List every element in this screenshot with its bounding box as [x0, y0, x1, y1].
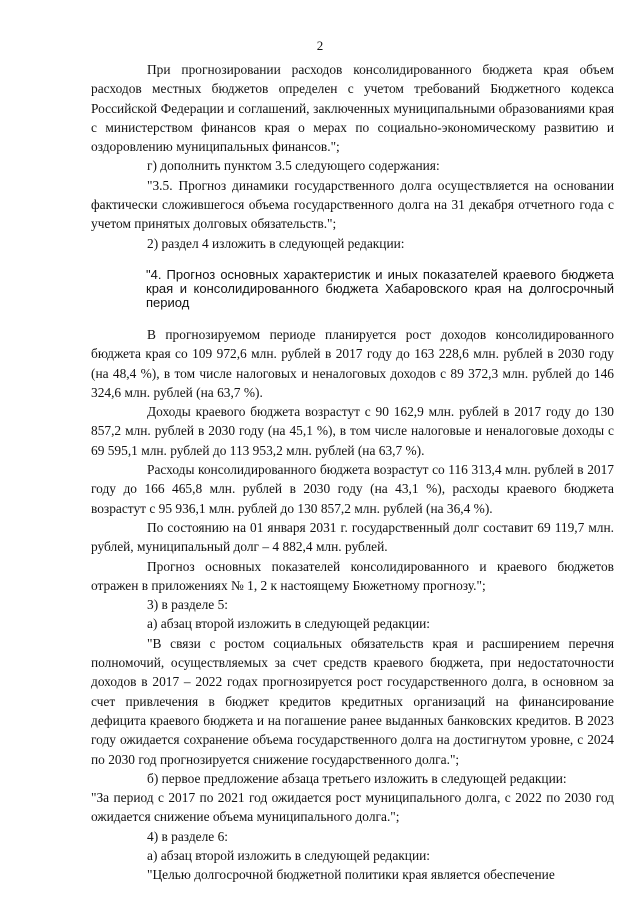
paragraph-budget-forecast-expenses: При прогнозировании расходов консолидированного бюджета края объем расходов местных бюджетов определен с учетом требований Бюджетного кодекса Российской Федерации и соглашений, заключенных муниципальными образованиями края с министерством финансов края о мерах по социально-экономическому развитию и оздоровлению муниципальных финансов."; — [91, 62, 614, 155]
spacer — [91, 310, 614, 325]
paragraph-section-5-b: б) первое предложение абзаца третьего изложить в следующей редакции: — [147, 770, 567, 786]
paragraph-section-5-b-text: "За период с 2017 по 2021 год ожидается рост муниципального долга, с 2022 по 2030 год ожидается снижение объема муниципального долга."; — [91, 790, 614, 825]
paragraph-section-5-a: а) абзац второй изложить в следующей редакции: — [147, 616, 431, 632]
paragraph-add-point-3-5: г) дополнить пунктом 3.5 следующего содержания: — [147, 158, 440, 174]
page-number: 2 — [316, 38, 324, 53]
paragraph-section-6: 4) в разделе 6: — [147, 828, 229, 844]
document-body — [91, 60, 614, 885]
paragraph-point-3-5-text: "3.5. Прогноз динамики государственного долга осуществляется на основании фактически сложившегося объема государственного долга на 31 декабря отчетного года с учетом принятых долговых обязательств."; — [91, 177, 614, 232]
spacer — [91, 253, 614, 268]
paragraph-expenses: Расходы консолидированного бюджета возрастут со 116 313,4 млн. рублей в 2017 году до 166 465,8 млн. рублей в 2030 году (на 43,1 %), расходы краевого бюджета возрастут с 95 936,1 млн. рублей до 130 857,2 млн. рублей (на 36,4 %). — [91, 462, 614, 516]
paragraph-regional-revenue: Доходы краевого бюджета возрастут с 90 162,9 млн. рублей в 2017 году до 130 857,2 млн. рублей в 2030 году (на 45,1 %), в том числе налоговые и неналоговые доходы с 69 595,1 млн. рублей до 113 953,2 млн. рублей (на 63,7 %). — [91, 404, 614, 458]
paragraph-section-5-a-text: "В связи с ростом социальных обязательств края и расширением перечня полномочий, осуществляемых за счет средств краевого бюджета, при недостаточности доходов в 2017 – 2022 годах прогнозируется рост государственного долга, в основном за счет привлечения в бюджет кредитов кредитных организаций на финансирование дефицита краевого бюджета и на погашение ранее выданных банковских кредитов. В 2023 году ожидается сохранение объема государственного долга на достигнутом уровне, с 2024 по 2030 год прогнозируется снижение государственного долга."; — [91, 635, 614, 767]
section-4-heading: "4. Прогноз основных характеристик и иных показателей краевого бюджета края и консолидированного бюджета Хабаровского края на долгосрочный период — [146, 266, 614, 310]
paragraph-consolidated-revenue: В прогнозируемом периоде планируется рост доходов консолидированного бюджета края со 109 972,6 млн. рублей в 2017 году до 163 228,6 млн. рублей в 2030 году (на 48,4 %), в том числе налоговых и неналоговых доходов с 89 372,3 млн. рублей до 146 324,6 млн. рублей (на 63,7 %). — [91, 326, 614, 400]
paragraph-section-5: 3) в разделе 5: — [147, 597, 229, 613]
paragraph-section-4-intro: 2) раздел 4 изложить в следующей редакции: — [147, 235, 405, 251]
paragraph-appendix-reference: Прогноз основных показателей консолидированного и краевого бюджетов отражен в приложениях № 1, 2 к настоящему Бюжетному прогнозу."; — [91, 558, 614, 593]
paragraph-section-6-a-text: "Целью долгосрочной бюджетной политики края является обеспечение — [147, 867, 555, 883]
paragraph-section-6-a: а) абзац второй изложить в следующей редакции: — [147, 847, 431, 863]
paragraph-state-debt: По состоянию на 01 января 2031 г. государственный долг составит 69 119,7 млн. рублей, муниципальный долг – 4 882,4 млн. рублей. — [91, 519, 614, 555]
